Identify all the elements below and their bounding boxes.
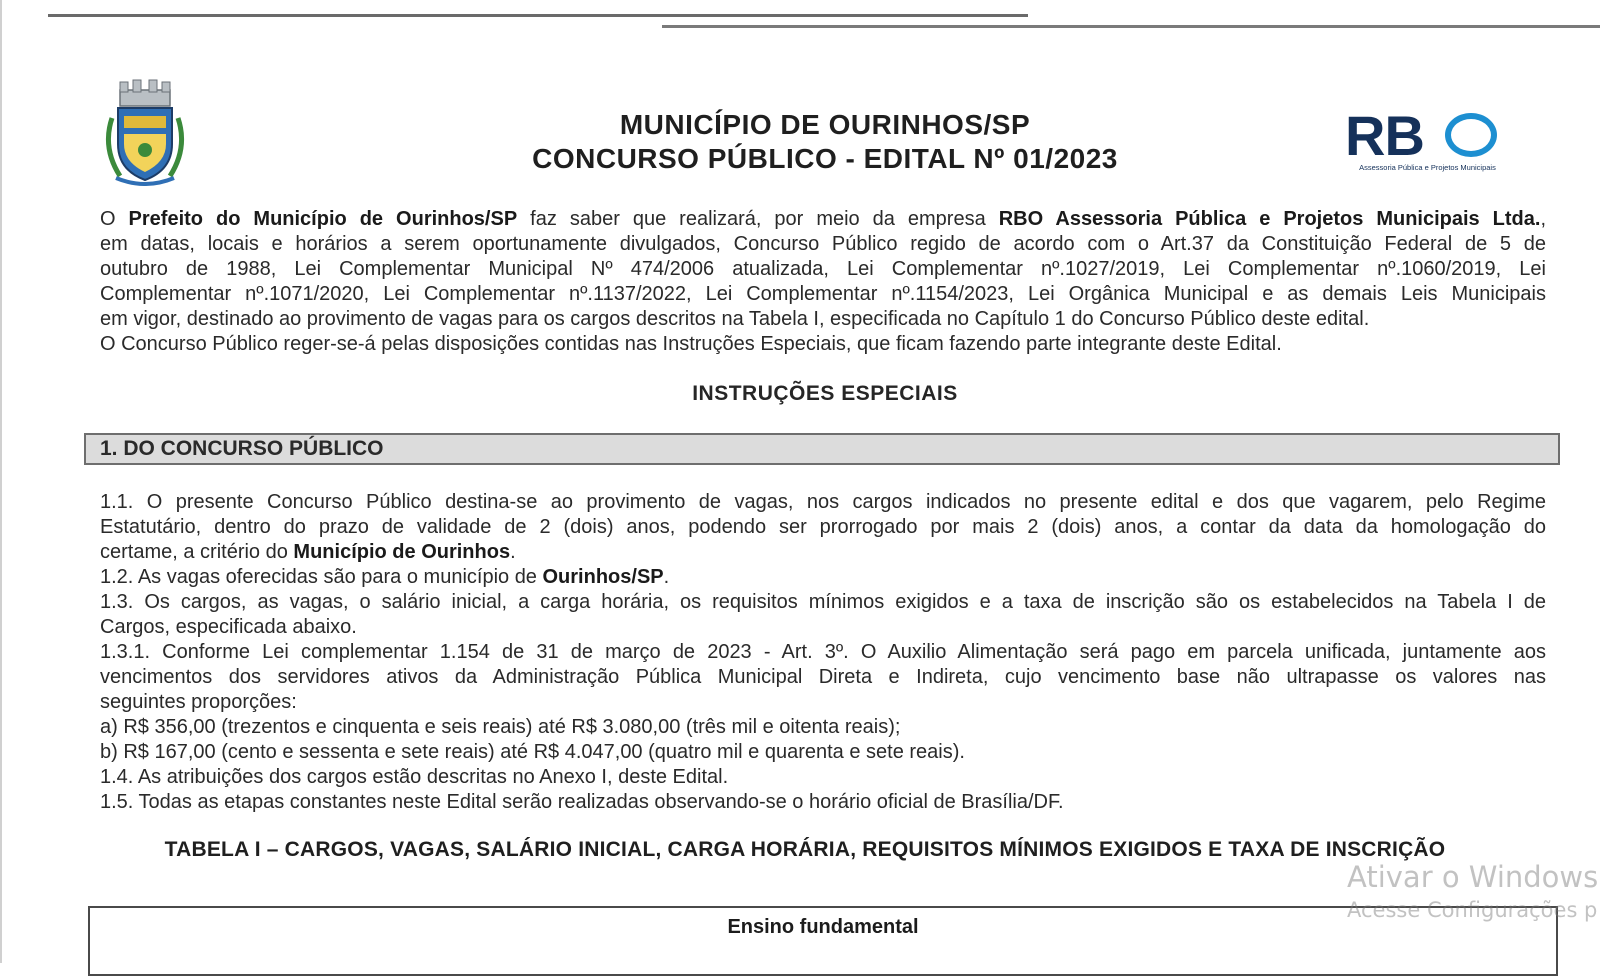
top-rule-left: [48, 14, 1028, 17]
windows-activation-watermark: Ativar o Windows: [1347, 860, 1599, 894]
top-rule-right: [662, 25, 1600, 28]
item-b: b) R$ 167,00 (cento e sessenta e sete reais) até R$ 4.047,00 (quatro mil e quarenta e sete reais).: [100, 741, 965, 763]
intro-line-5: em vigor, destinado ao provimento de vagas para os cargos descritos na Tabela I, especificada no Capítulo 1 do Concurso Público deste edital.: [100, 308, 1370, 330]
table-1-group-header: Ensino fundamental: [727, 916, 919, 938]
item-a: a) R$ 356,00 (trezentos e cinquenta e seis reais) até R$ 3.080,00 (três mil e oitenta reais);: [100, 716, 901, 738]
item-1-1-line-3: certame, a critério do Município de Ourinhos.: [100, 541, 516, 563]
intro-line-6: O Concurso Público reger-se-á pelas disposições contidas nas Instruções Especiais, que ficam fazendo parte integrante deste Edital.: [100, 333, 1282, 355]
windows-activation-subtext: Acesse Configurações p: [1347, 898, 1598, 922]
intro-line-4: Complementar nº.1071/2020, Lei Complementar nº.1137/2022, Lei Complementar nº.1154/2023, Lei Orgânica Municipal e as demais Leis Municipais: [100, 283, 1546, 305]
header-title-edital: CONCURSO PÚBLICO - EDITAL Nº 01/2023: [532, 143, 1118, 174]
item-1-3-line-1: 1.3. Os cargos, as vagas, o salário inicial, a carga horária, os requisitos mínimos exigidos e a taxa de inscrição são os estabelecidos na Tabela I de: [100, 591, 1546, 613]
municipal-crest-icon: [102, 78, 188, 186]
rbo-logo-o-icon: [1445, 113, 1497, 157]
page-edge: [0, 0, 2, 963]
item-1-1-line-1: 1.1. O presente Concurso Público destina-se ao provimento de vagas, nos cargos indicados no presente edital e dos que vagarem, pelo Regime: [100, 491, 1546, 513]
item-1-3-line-2: Cargos, especificada abaixo.: [100, 616, 357, 638]
section-1-header: [84, 433, 1560, 465]
intro-company: RBO Assessoria Pública e Projetos Municipais Ltda.: [998, 208, 1541, 230]
item-1-1-line-2: Estatutário, dentro do prazo de validade de 2 (dois) anos, podendo ser prorrogado por mais 2 (dois) anos, a contar da data da homologação do: [100, 516, 1546, 538]
section-1-body: [100, 490, 1546, 815]
item-1-3-1-line-2: vencimentos dos servidores ativos da Administração Pública Municipal Direta e Indireta, cujo vencimento base não ultrapasse os valores nas: [100, 666, 1546, 688]
item-1-4: 1.4. As atribuições dos cargos estão descritas no Anexo I, deste Edital.: [100, 766, 729, 788]
item-1-2: 1.2. As vagas oferecidas são para o município de Ourinhos/SP.: [100, 566, 670, 588]
header-title-municipality: MUNICÍPIO DE OURINHOS/SP: [619, 109, 1031, 140]
table-1-title: TABELA I – CARGOS, VAGAS, SALÁRIO INICIAL, CARGA HORÁRIA, REQUISITOS MÍNIMOS EXIGIDOS E TAXA DE INSCRIÇÃO: [164, 838, 1446, 861]
intro-line-3: outubro de 1988, Lei Complementar Municipal Nº 474/2006 atualizada, Lei Complementar nº.1027/2019, Lei Complementar nº.1060/2019, Lei: [100, 258, 1546, 280]
item-1-3-1-line-1: 1.3.1. Conforme Lei complementar 1.154 de 31 de março de 2023 - Art. 3º. O Auxilio Alimentação será pago em parcela unificada, juntamente aos: [100, 641, 1546, 663]
section-1-title: 1. DO CONCURSO PÚBLICO: [100, 437, 384, 460]
rbo-logo-letters: RB: [1345, 104, 1424, 167]
intro-mayor: Prefeito do Município de Ourinhos/SP: [128, 208, 518, 230]
intro-paragraph: [100, 207, 1546, 357]
item-1-5: 1.5. Todas as etapas constantes neste Edital serão realizadas observando-se o horário oficial de Brasília/DF.: [100, 791, 1064, 813]
intro-line-2: em datas, locais e horários a serem oportunamente divulgados, Concurso Público regido de acordo com o Art.37 da Constituição Federal de 5 de: [100, 233, 1546, 255]
rbo-logo-tagline: Assessoria Pública e Projetos Municipais: [1359, 163, 1496, 172]
intro-line-1: O Prefeito do Município de Ourinhos/SP faz saber que realizará, por meio da empresa RBO Assessoria Pública e Projetos Municipais Ltda.,: [100, 208, 1546, 230]
item-1-3-1-line-3: seguintes proporções:: [100, 691, 297, 713]
instructions-heading: INSTRUÇÕES ESPECIAIS: [692, 382, 958, 405]
rbo-logo: [1345, 104, 1515, 174]
